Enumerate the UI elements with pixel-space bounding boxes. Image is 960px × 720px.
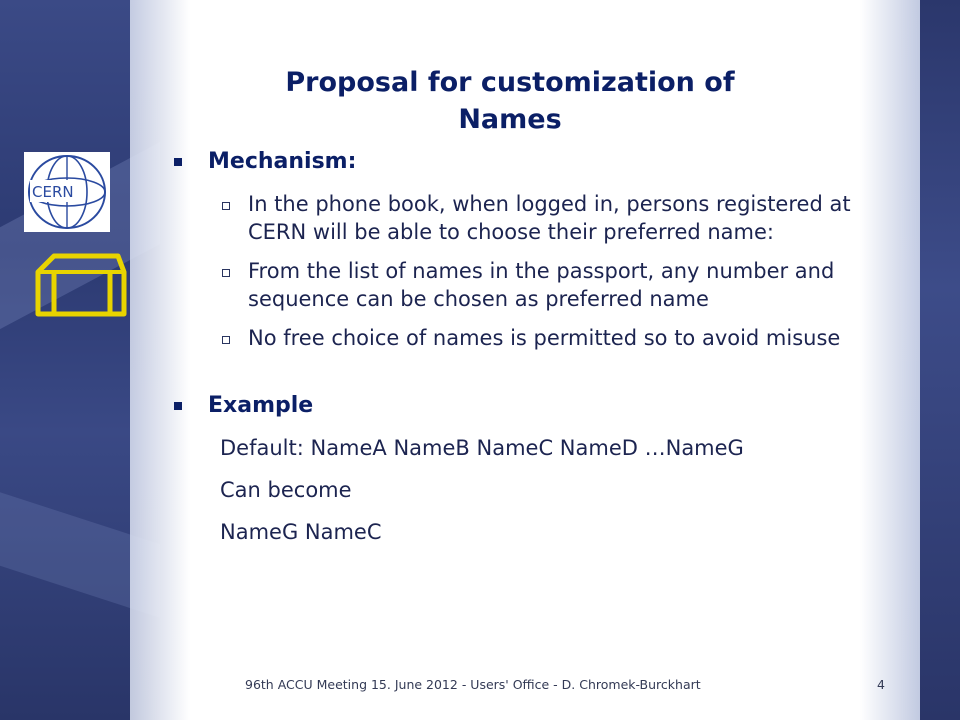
section-heading-mechanism xyxy=(172,146,892,178)
slide-body xyxy=(172,146,892,546)
slide-title-line2: Names xyxy=(458,104,562,135)
list-item xyxy=(172,190,892,246)
cern-logo-text: CERN xyxy=(32,183,74,201)
square-bullet-icon xyxy=(174,158,182,166)
slide-footer: 96th ACCU Meeting 15. June 2012 - Users' Office - D. Chromek-Burckhart xyxy=(245,677,701,692)
list-item-text: In the phone book, when logged in, persons registered at CERN will be able to choose their preferred name: xyxy=(248,192,851,244)
hollow-square-bullet-icon xyxy=(222,336,230,344)
example-line: Can become xyxy=(220,478,352,502)
square-bullet-icon xyxy=(174,402,182,410)
hollow-square-bullet-icon xyxy=(222,202,230,210)
example-line: Default: NameA NameB NameC NameD …NameG xyxy=(220,436,744,460)
example-line: NameG NameC xyxy=(220,520,382,544)
slide-title-line1: Proposal for customization of xyxy=(285,67,735,98)
list-item xyxy=(172,257,892,313)
accu-logo-icon xyxy=(24,248,128,320)
list-item xyxy=(172,324,892,352)
slide-title xyxy=(230,64,790,138)
page-number: 4 xyxy=(877,677,885,692)
list-item-text: From the list of names in the passport, any number and sequence can be chosen as preferred name xyxy=(248,259,835,311)
section-heading-example xyxy=(172,390,892,422)
cern-logo-icon xyxy=(24,152,110,232)
section-heading-text: Example xyxy=(208,393,314,418)
hollow-square-bullet-icon xyxy=(222,269,230,277)
list-item-text: No free choice of names is permitted so to avoid misuse xyxy=(248,326,841,350)
section-heading-text: Mechanism: xyxy=(208,149,357,174)
